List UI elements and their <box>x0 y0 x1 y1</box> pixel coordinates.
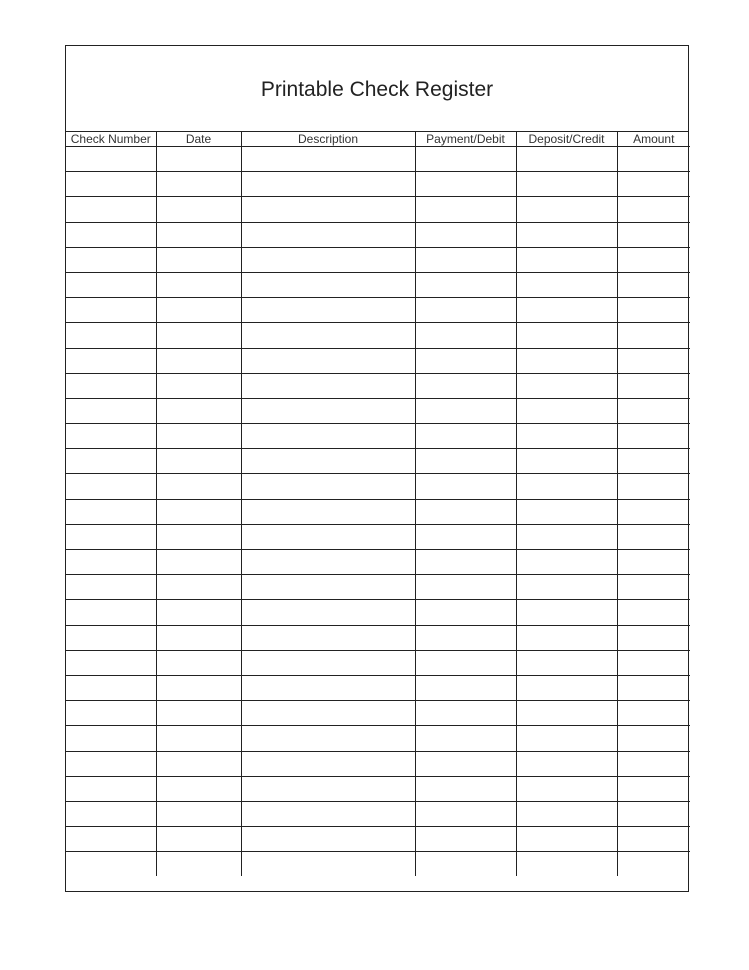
cell-description <box>241 499 415 524</box>
cell-amount <box>617 172 690 197</box>
cell-check-number <box>66 298 156 323</box>
table-row <box>66 827 690 852</box>
cell-deposit-credit <box>516 298 617 323</box>
cell-date <box>156 524 241 549</box>
cell-description <box>241 272 415 297</box>
table-row <box>66 147 690 172</box>
cell-amount <box>617 323 690 348</box>
cell-date <box>156 298 241 323</box>
register-table <box>66 132 690 876</box>
cell-check-number <box>66 424 156 449</box>
cell-check-number <box>66 801 156 826</box>
table-row <box>66 474 690 499</box>
cell-check-number <box>66 147 156 172</box>
cell-amount <box>617 424 690 449</box>
cell-deposit-credit <box>516 675 617 700</box>
table-row <box>66 172 690 197</box>
cell-check-number <box>66 852 156 877</box>
cell-date <box>156 650 241 675</box>
cell-deposit-credit <box>516 776 617 801</box>
cell-description <box>241 675 415 700</box>
cell-deposit-credit <box>516 827 617 852</box>
cell-date <box>156 348 241 373</box>
cell-date <box>156 373 241 398</box>
cell-deposit-credit <box>516 424 617 449</box>
cell-check-number <box>66 550 156 575</box>
cell-amount <box>617 222 690 247</box>
cell-payment-debit <box>415 801 516 826</box>
cell-check-number <box>66 650 156 675</box>
check-register-sheet <box>65 45 689 892</box>
cell-payment-debit <box>415 650 516 675</box>
cell-payment-debit <box>415 726 516 751</box>
cell-deposit-credit <box>516 474 617 499</box>
table-row <box>66 398 690 423</box>
cell-payment-debit <box>415 625 516 650</box>
cell-description <box>241 852 415 877</box>
cell-date <box>156 147 241 172</box>
cell-payment-debit <box>415 272 516 297</box>
cell-description <box>241 524 415 549</box>
cell-amount <box>617 373 690 398</box>
cell-check-number <box>66 625 156 650</box>
col-header-description: Description <box>241 132 415 147</box>
cell-payment-debit <box>415 172 516 197</box>
cell-date <box>156 625 241 650</box>
cell-payment-debit <box>415 323 516 348</box>
cell-date <box>156 449 241 474</box>
cell-check-number <box>66 675 156 700</box>
table-row <box>66 247 690 272</box>
cell-deposit-credit <box>516 550 617 575</box>
table-row <box>66 852 690 877</box>
cell-amount <box>617 272 690 297</box>
table-row <box>66 726 690 751</box>
cell-date <box>156 776 241 801</box>
cell-payment-debit <box>415 298 516 323</box>
cell-payment-debit <box>415 449 516 474</box>
cell-description <box>241 701 415 726</box>
cell-date <box>156 852 241 877</box>
table-row <box>66 650 690 675</box>
table-row <box>66 776 690 801</box>
cell-deposit-credit <box>516 726 617 751</box>
cell-date <box>156 398 241 423</box>
table-row <box>66 449 690 474</box>
cell-amount <box>617 474 690 499</box>
table-row <box>66 625 690 650</box>
cell-check-number <box>66 247 156 272</box>
cell-amount <box>617 701 690 726</box>
cell-amount <box>617 499 690 524</box>
cell-deposit-credit <box>516 575 617 600</box>
cell-description <box>241 398 415 423</box>
cell-description <box>241 373 415 398</box>
table-row <box>66 298 690 323</box>
cell-check-number <box>66 272 156 297</box>
cell-payment-debit <box>415 701 516 726</box>
cell-date <box>156 675 241 700</box>
cell-deposit-credit <box>516 398 617 423</box>
table-row <box>66 575 690 600</box>
cell-date <box>156 575 241 600</box>
cell-amount <box>617 197 690 222</box>
table-row <box>66 550 690 575</box>
cell-check-number <box>66 197 156 222</box>
cell-payment-debit <box>415 776 516 801</box>
cell-payment-debit <box>415 827 516 852</box>
cell-amount <box>617 675 690 700</box>
cell-payment-debit <box>415 398 516 423</box>
cell-amount <box>617 776 690 801</box>
cell-payment-debit <box>415 147 516 172</box>
cell-amount <box>617 827 690 852</box>
cell-amount <box>617 398 690 423</box>
col-header-date: Date <box>156 132 241 147</box>
cell-deposit-credit <box>516 197 617 222</box>
cell-date <box>156 550 241 575</box>
cell-date <box>156 197 241 222</box>
cell-amount <box>617 650 690 675</box>
table-row <box>66 600 690 625</box>
cell-check-number <box>66 827 156 852</box>
cell-description <box>241 222 415 247</box>
cell-description <box>241 575 415 600</box>
cell-amount <box>617 852 690 877</box>
cell-amount <box>617 801 690 826</box>
cell-description <box>241 827 415 852</box>
cell-payment-debit <box>415 751 516 776</box>
cell-amount <box>617 550 690 575</box>
cell-description <box>241 650 415 675</box>
cell-deposit-credit <box>516 625 617 650</box>
table-row <box>66 801 690 826</box>
cell-description <box>241 298 415 323</box>
cell-amount <box>617 726 690 751</box>
cell-check-number <box>66 524 156 549</box>
table-row <box>66 499 690 524</box>
cell-check-number <box>66 449 156 474</box>
cell-deposit-credit <box>516 247 617 272</box>
cell-description <box>241 776 415 801</box>
cell-check-number <box>66 398 156 423</box>
table-row <box>66 222 690 247</box>
cell-payment-debit <box>415 550 516 575</box>
cell-date <box>156 172 241 197</box>
cell-check-number <box>66 600 156 625</box>
cell-description <box>241 323 415 348</box>
cell-amount <box>617 524 690 549</box>
cell-description <box>241 348 415 373</box>
cell-date <box>156 726 241 751</box>
cell-amount <box>617 575 690 600</box>
cell-payment-debit <box>415 424 516 449</box>
col-header-check-number: Check Number <box>66 132 156 147</box>
cell-amount <box>617 348 690 373</box>
cell-amount <box>617 247 690 272</box>
table-row <box>66 348 690 373</box>
cell-deposit-credit <box>516 272 617 297</box>
table-row <box>66 701 690 726</box>
cell-date <box>156 474 241 499</box>
cell-check-number <box>66 373 156 398</box>
col-header-payment-debit: Payment/Debit <box>415 132 516 147</box>
table-row <box>66 197 690 222</box>
cell-date <box>156 323 241 348</box>
cell-description <box>241 197 415 222</box>
cell-deposit-credit <box>516 323 617 348</box>
cell-payment-debit <box>415 675 516 700</box>
cell-amount <box>617 147 690 172</box>
table-row <box>66 675 690 700</box>
cell-check-number <box>66 474 156 499</box>
cell-deposit-credit <box>516 701 617 726</box>
cell-description <box>241 424 415 449</box>
cell-deposit-credit <box>516 373 617 398</box>
table-row <box>66 272 690 297</box>
cell-amount <box>617 298 690 323</box>
table-row <box>66 424 690 449</box>
cell-amount <box>617 625 690 650</box>
cell-amount <box>617 600 690 625</box>
header-row <box>66 132 690 147</box>
cell-check-number <box>66 751 156 776</box>
cell-description <box>241 474 415 499</box>
table-row <box>66 373 690 398</box>
cell-payment-debit <box>415 852 516 877</box>
cell-deposit-credit <box>516 222 617 247</box>
table-row <box>66 751 690 776</box>
cell-description <box>241 726 415 751</box>
cell-payment-debit <box>415 373 516 398</box>
cell-deposit-credit <box>516 172 617 197</box>
cell-date <box>156 827 241 852</box>
cell-description <box>241 172 415 197</box>
cell-payment-debit <box>415 197 516 222</box>
cell-check-number <box>66 726 156 751</box>
page-title: Printable Check Register <box>260 77 494 101</box>
cell-date <box>156 801 241 826</box>
cell-payment-debit <box>415 575 516 600</box>
cell-description <box>241 550 415 575</box>
title-area <box>66 46 688 132</box>
cell-description <box>241 751 415 776</box>
cell-check-number <box>66 222 156 247</box>
cell-amount <box>617 751 690 776</box>
cell-deposit-credit <box>516 650 617 675</box>
cell-deposit-credit <box>516 449 617 474</box>
cell-check-number <box>66 348 156 373</box>
cell-date <box>156 247 241 272</box>
cell-amount <box>617 449 690 474</box>
cell-check-number <box>66 499 156 524</box>
cell-check-number <box>66 776 156 801</box>
cell-deposit-credit <box>516 348 617 373</box>
cell-description <box>241 801 415 826</box>
cell-payment-debit <box>415 600 516 625</box>
cell-deposit-credit <box>516 751 617 776</box>
cell-deposit-credit <box>516 600 617 625</box>
col-header-amount: Amount <box>617 132 690 147</box>
cell-deposit-credit <box>516 524 617 549</box>
cell-check-number <box>66 172 156 197</box>
cell-payment-debit <box>415 222 516 247</box>
cell-payment-debit <box>415 247 516 272</box>
cell-date <box>156 701 241 726</box>
cell-description <box>241 449 415 474</box>
cell-payment-debit <box>415 348 516 373</box>
cell-description <box>241 600 415 625</box>
cell-deposit-credit <box>516 499 617 524</box>
cell-description <box>241 147 415 172</box>
cell-date <box>156 499 241 524</box>
cell-date <box>156 222 241 247</box>
cell-payment-debit <box>415 524 516 549</box>
cell-date <box>156 751 241 776</box>
cell-date <box>156 424 241 449</box>
cell-date <box>156 600 241 625</box>
cell-description <box>241 625 415 650</box>
cell-payment-debit <box>415 499 516 524</box>
cell-deposit-credit <box>516 852 617 877</box>
cell-payment-debit <box>415 474 516 499</box>
cell-check-number <box>66 575 156 600</box>
table-row <box>66 524 690 549</box>
col-header-deposit-credit: Deposit/Credit <box>516 132 617 147</box>
cell-date <box>156 272 241 297</box>
cell-description <box>241 247 415 272</box>
cell-check-number <box>66 323 156 348</box>
cell-deposit-credit <box>516 147 617 172</box>
cell-check-number <box>66 701 156 726</box>
cell-deposit-credit <box>516 801 617 826</box>
table-row <box>66 323 690 348</box>
